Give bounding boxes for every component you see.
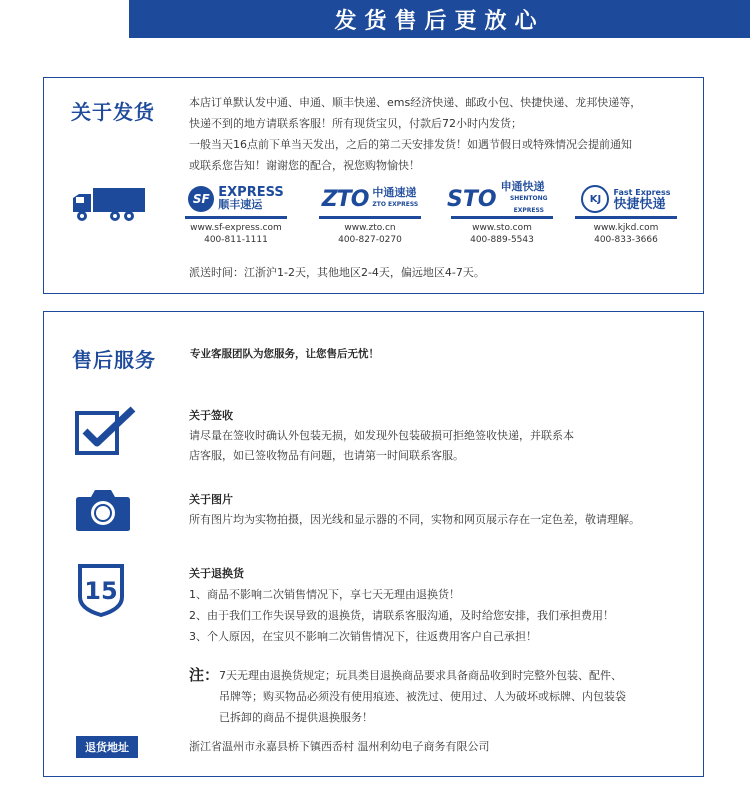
photo-line: 所有图片均为实物拍摄，因光线和显示器的不同，实物和网页展示存在一定色差，敬请理解。	[189, 513, 640, 526]
returns-line: 2、由于我们工作失误导致的退换货，请联系客服沟通，及时给您安排，我们承担费用！	[189, 609, 614, 622]
courier-zto	[315, 182, 425, 246]
note-body	[219, 665, 701, 728]
shipping-line: 本店订单默认发中通、申通、顺丰快递、ems经济快递、邮政小包、快捷快递、龙邦快递等，	[189, 96, 642, 109]
note-mark: 注：	[189, 666, 220, 684]
return-15-icon	[77, 563, 125, 617]
photo-body	[189, 510, 701, 530]
courier-url: www.sto.com	[472, 223, 532, 233]
sf-logo-text: EXPRESS	[218, 185, 284, 200]
note-line: 吊牌等；购买物品必须没有使用痕迹、被洗过、使用过、人为破坏或标牌、内包装袋	[219, 690, 626, 703]
delivery-time: 派送时间：江浙沪1-2天，其他地区2-4天，偏远地区4-7天。	[189, 266, 485, 279]
shipping-line: 快递不到的地方请联系客服！所有现货宝贝，付款后72小时内发货；	[189, 117, 522, 130]
courier-url: www.zto.cn	[344, 223, 396, 233]
aftersale-title: 售后服务	[72, 348, 156, 372]
returns-body	[189, 584, 701, 647]
shipping-section	[43, 77, 704, 294]
shipping-description	[189, 92, 701, 176]
kj-logo-cn: 快捷快递	[613, 197, 666, 212]
zto-logo-mark: ZTO	[321, 186, 369, 212]
sign-body	[189, 426, 669, 466]
return-15-number: 15	[84, 577, 118, 605]
courier-sto	[447, 182, 557, 246]
banner-title: 发货售后更放心	[334, 8, 545, 34]
kj-logo	[571, 182, 681, 216]
returns-line: 1、商品不影响二次销售情况下，享七天无理由退换货！	[189, 588, 460, 601]
page-banner	[129, 0, 750, 38]
note-line: 7天无理由退换货规定；玩具类目退换商品要求具备商品收到时完整外包装、配件、	[219, 669, 622, 682]
zto-logo	[315, 182, 425, 216]
courier-phone: 400-811-1111	[204, 235, 268, 245]
note-line: 已拆卸的商品不提供退换服务！	[219, 711, 373, 724]
sign-line: 店客服，如已签收物品有问题，也请第一时间联系客服。	[189, 449, 464, 462]
shipping-line: 一般当天16点前下单当天发出，之后的第二天安排发货！如遇节假日或特殊情况会提前通知	[189, 138, 632, 151]
zto-logo-cn: 中通速递	[372, 186, 417, 199]
zto-logo-sub: ZTO EXPRESS	[372, 201, 419, 208]
sf-logo-icon: SF	[188, 186, 214, 212]
sto-logo-mark: STO	[447, 186, 497, 212]
courier-phone: 400-833-3666	[594, 235, 658, 245]
courier-phone: 400-827-0270	[338, 235, 402, 245]
courier-url: www.kjkd.com	[593, 223, 659, 233]
courier-url: www.sf-express.com	[190, 223, 282, 233]
logo-underline	[575, 216, 677, 219]
sto-logo-sub: SHENTONG EXPRESS	[509, 195, 548, 214]
courier-sf	[181, 182, 291, 246]
kj-logo-icon: KJ	[581, 185, 609, 213]
kj-logo-text: Fast Express	[613, 188, 671, 197]
return-address-label: 退货地址	[76, 736, 138, 758]
sf-logo	[181, 182, 291, 216]
sign-heading: 关于签收	[189, 409, 233, 422]
logo-underline	[319, 216, 421, 219]
sign-line: 请尽量在签收时确认外包装无损，如发现外包装破损可拒绝签收快递，并联系本	[189, 429, 574, 442]
sto-logo	[447, 182, 557, 216]
sto-logo-cn: 申通快递	[500, 180, 545, 193]
courier-kj	[571, 182, 681, 246]
sf-logo-cn: 顺丰速运	[218, 198, 263, 211]
return-address: 浙江省温州市永嘉县桥下镇西岙村 温州利幼电子商务有限公司	[189, 740, 490, 753]
courier-phone: 400-889-5543	[470, 235, 534, 245]
shipping-line: 或联系您告知！谢谢您的配合，祝您购物愉快！	[189, 159, 420, 172]
camera-icon	[75, 487, 131, 532]
aftersale-section	[43, 311, 704, 777]
truck-icon	[71, 186, 147, 224]
returns-line: 3、个人原因，在宝贝不影响二次销售情况下，往返费用客户自己承担！	[189, 630, 537, 643]
shipping-title: 关于发货	[71, 100, 155, 124]
returns-heading: 关于退换货	[189, 567, 244, 580]
photo-heading: 关于图片	[189, 493, 233, 506]
logo-underline	[185, 216, 287, 219]
aftersale-slogan: 专业客服团队为您服务，让您售后无忧！	[190, 348, 379, 360]
checkbox-icon	[75, 405, 137, 457]
